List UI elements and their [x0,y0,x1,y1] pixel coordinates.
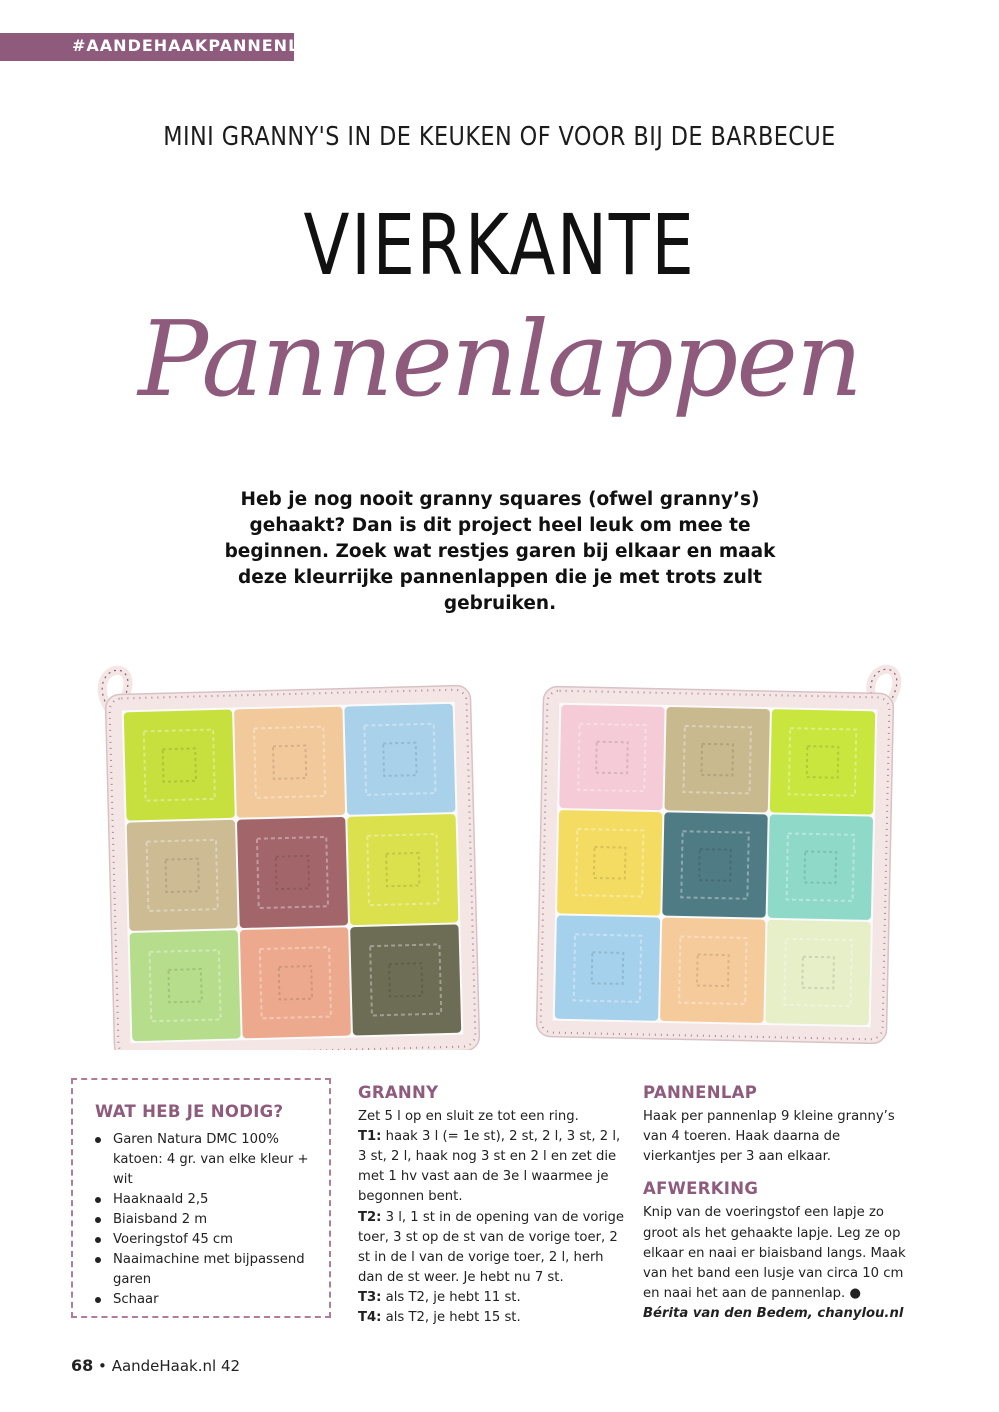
granny-square [344,704,455,815]
granny-square [557,810,662,915]
granny-square [130,930,241,1041]
intro-text: Heb je nog nooit granny squares (ofwel granny’s) gehaakt? Dan is dit project heel leuk om mee te beginnen. Zoek wat restjes garen bij elkaar en maak deze kleurrijke pannenlappen die je met trots zult gebruiken. [224,489,776,614]
granny-heading: GRANNY [358,1083,439,1102]
round-1: T1: haak 3 l (= 1e st), 2 st, 2 l, 3 st, 2 l, 3 st, 2 l, haak nog 3 st en 2 l en zet die met 1 hv vast aan de 3e l waarmee je begonnen bent. [358,1129,621,1205]
potholder [536,662,897,1044]
kicker: MINI GRANNY'S IN DE KEUKEN OF VOOR BIJ DE BARBECUE [163,122,836,152]
bullet-icon [95,1197,101,1203]
granny-square [664,707,769,812]
materials-item: Biaisband 2 m [95,1210,320,1230]
materials-item: Voeringstof 45 cm [95,1230,320,1250]
granny-square [770,709,875,814]
category-tag-text: #AANDEHAAKPANNENLAP [72,36,326,55]
round-4: T4: als T2, je hebt 15 st. [358,1310,521,1326]
assembly-instructions [643,1083,913,1324]
granny-square [234,707,345,818]
bullet-icon [95,1237,101,1243]
materials-box [71,1078,331,1318]
materials-item: Schaar [95,1290,320,1310]
granny-square [555,915,660,1020]
bullet-icon [95,1137,101,1143]
bullet-icon [95,1257,101,1263]
granny-square [768,814,873,919]
round-2: T2: 3 l, 1 st in de opening van de vorige toer, 3 st op de st van de vorige toer, 2 st in de l van de vorige toer, 2 l, herh dan de st weer. Je hebt nu 7 st. [358,1209,625,1285]
granny-square [240,927,351,1038]
granny-square [124,710,235,821]
afwerking-heading: AFWERKING [643,1179,759,1199]
script-title: Pannenlappen [138,298,861,420]
materials-item: Haaknaald 2,5 [95,1190,320,1210]
magazine-issue: AandeHaak.nl 42 [111,1357,241,1375]
page-footer [71,1356,240,1375]
product-photo [0,630,999,1050]
granny-square [660,918,765,1023]
granny-square [347,814,458,925]
bullet-icon [95,1297,101,1303]
page-title: VIERKANTE [303,196,696,294]
pannenlap-heading: PANNENLAP [643,1083,758,1102]
materials-list [95,1130,320,1310]
author-credit: Bérita van den Bedem, chanylou.nl [643,1305,904,1321]
round-3: T3: als T2, je hebt 11 st. [358,1289,521,1305]
page-number: 68 [71,1356,94,1375]
granny-square [662,812,767,917]
granny-square [559,705,664,810]
granny-intro: Zet 5 l op en sluit ze tot een ring. [358,1109,579,1125]
granny-square [350,924,461,1035]
granny-square [127,820,238,931]
bullet-icon [95,1217,101,1223]
end-mark-icon: ● [849,1285,861,1301]
pannenlap-text: Haak per pannenlap 9 kleine granny’s van 4 toeren. Haak daarna de vierkantjes per 3 aan elkaar. [643,1109,895,1165]
afwerking-text: Knip van de voeringstof een lapje zo groot als het gehaakte lapje. Leg ze op elkaar en naai er biaisband langs. Maak van het band een lusje van circa 10 cm en naai het aan de pannenlap. ● [643,1205,906,1301]
potholders-illustration [0,630,999,1050]
granny-square [765,920,870,1025]
granny-instructions [358,1083,628,1328]
category-tag [0,33,326,61]
footer-separator: • [98,1357,107,1375]
potholder [102,661,480,1050]
materials-item: Garen Natura DMC 100% katoen: 4 gr. van elke kleur + wit [95,1130,320,1190]
materials-heading: WAT HEB JE NODIG? [95,1102,284,1121]
materials-item: Naaimachine met bijpassend garen [95,1250,320,1290]
granny-square [237,817,348,928]
